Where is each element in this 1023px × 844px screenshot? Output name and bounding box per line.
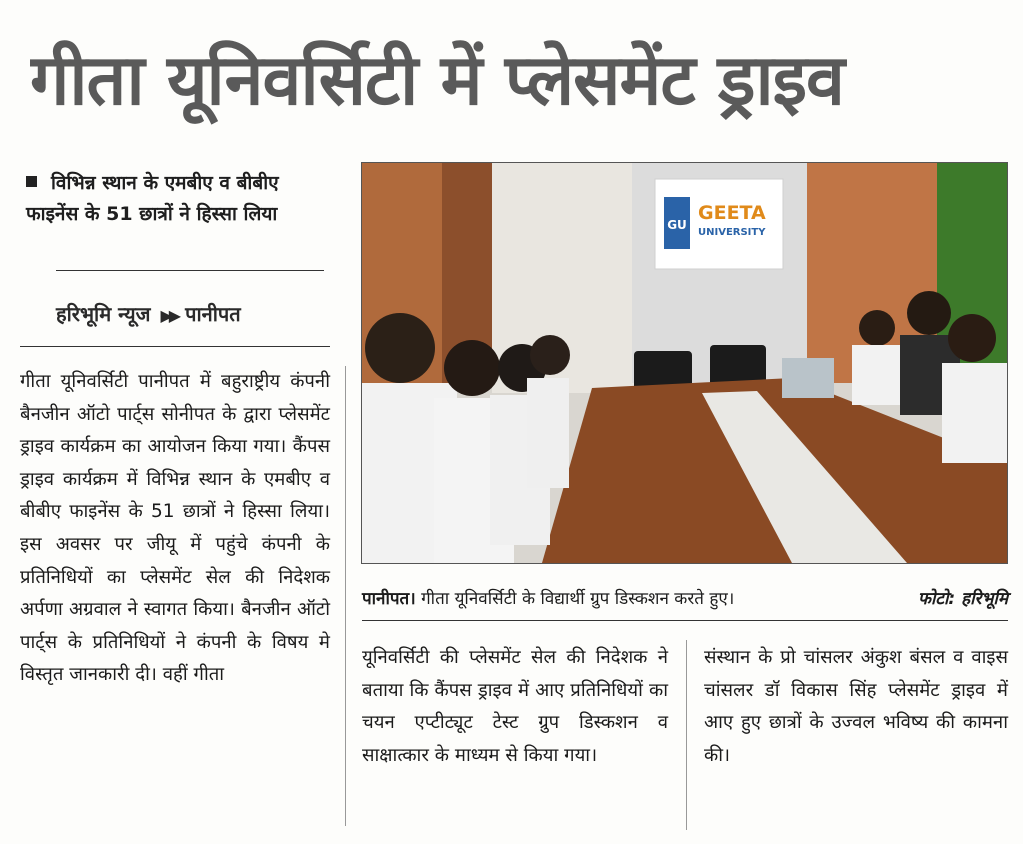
- column-divider: [345, 366, 346, 826]
- photo-caption: [362, 586, 1008, 609]
- divider: [20, 346, 330, 347]
- bullet-square-icon: [26, 176, 37, 187]
- column-divider: [686, 640, 687, 830]
- photo-credit: फोटो: हरिभूमि: [917, 589, 1008, 609]
- highlight-box: [26, 168, 326, 230]
- highlight-text: विभिन्न स्थान के एमबीए व बीबीए फाइनेंस के 51 छात्रों ने हिस्सा लिया: [26, 172, 279, 225]
- article-body-left: गीता यूनिवर्सिटी पानीपत में बहुराष्ट्रीय कंपनी बैनजीन ऑटो पार्ट्स सोनीपत के द्वारा प्लेसमेंट ड्राइव कार्यक्रम का आयोजन किया गया। कैंपस ड्राइव कार्यक्रम में विभिन्न स्थान के एमबीए व बीबीए फाइनेंस के 51 छात्रों ने हिस्सा लिया। इस अवसर पर जीयू में पहुंचे कंपनी के प्रतिनिधियों का प्लेसमेंट सेल की निदेशक अर्पणा अग्रवाल ने स्वागत किया। बैनजीन ऑटो पार्ट्स के प्रतिनिधियों ने कंपनी के विषय मे विस्तृत जानकारी दी। वहीं गीता: [20, 371, 330, 686]
- divider: [56, 270, 324, 271]
- article-body-right: संस्थान के प्रो चांसलर अंकुश बंसल व वाइस चांसलर डॉ विकास सिंह प्लेसमेंट ड्राइव में आए हुए छात्रों के उज्वल भविष्य की कामना की।: [704, 647, 1008, 766]
- sign-subtitle: UNIVERSITY: [698, 227, 766, 238]
- caption-text: गीता यूनिवर्सिटी के विद्यार्थी ग्रुप डिस्कशन करते हुए।: [421, 589, 735, 609]
- byline: [56, 300, 336, 327]
- article-body-middle: यूनिवर्सिटी की प्लेसमेंट सेल की निदेशक ने बताया कि कैंपस ड्राइव में आए प्रतिनिधियों का चयन एप्टीट्यूट टेस्ट ग्रुप डिस्कशन व साक्षात्कार के माध्यम से किया गया।: [362, 647, 668, 766]
- byline-place: पानीपत: [185, 302, 241, 326]
- sign-title: GEETA: [698, 202, 766, 224]
- divider: [362, 620, 1008, 621]
- photo-illustration: [362, 163, 1007, 563]
- caption-place: पानीपत।: [362, 589, 416, 609]
- news-photo: [361, 162, 1008, 564]
- byline-source: हरिभूमि न्यूज: [56, 302, 151, 326]
- fast-forward-icon: ▶▶: [160, 306, 178, 325]
- emblem-text: GU: [667, 218, 687, 232]
- headline: गीता यूनिवर्सिटी में प्लेसमेंट ड्राइव: [30, 39, 844, 121]
